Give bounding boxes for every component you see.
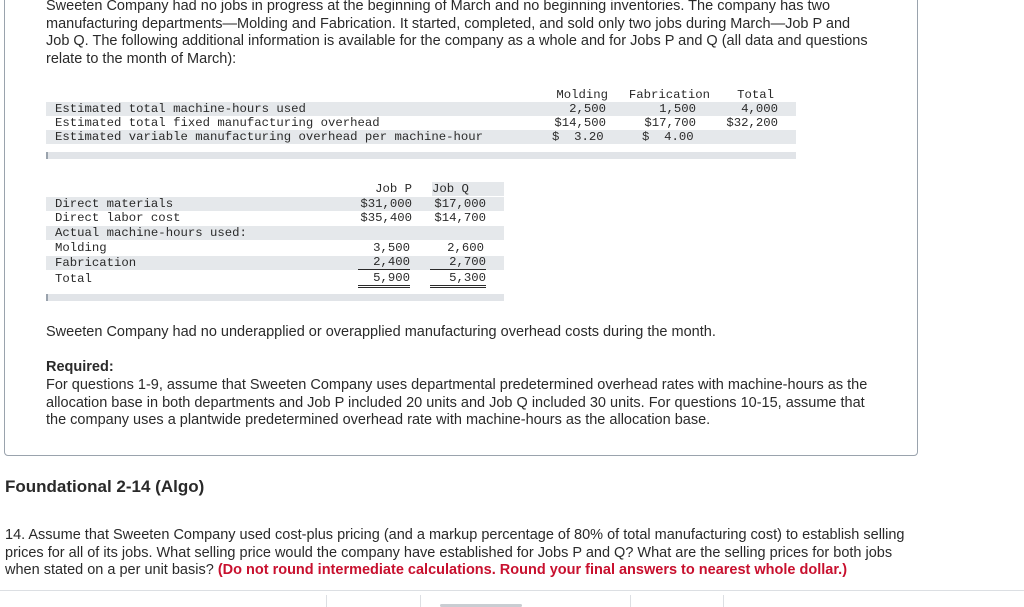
answer-table-strip	[0, 590, 1024, 607]
table-row: Direct labor cost $35,400 $14,700	[55, 211, 486, 225]
column-divider	[723, 595, 724, 607]
col-header-fabrication: Fabrication	[628, 88, 710, 102]
department-overhead-table	[46, 88, 796, 160]
problem-intro: Sweeten Company had no jobs in progress at the beginning of March and no beginning inventories. The company has two manufacturing departments—Molding and Fabrication. It started, completed, and sold only two jobs during March—Job P and Job Q. The following additional information is available for the company as a whole and for Jobs P and Q (all data and questions relate to the month of March):	[46, 0, 868, 67]
table-header-row	[46, 88, 796, 102]
required-label: Required:	[46, 359, 114, 375]
required-text: For questions 1-9, assume that Sweeten Company uses departmental predetermined overhead rates with machine-hours as the allocation base in both departments and Job P included 20 units and Job Q included 30 units. For questions 10-15, assume that the company uses a plantwide predetermined overhead rate with machine-hours as the allocation base.	[46, 377, 868, 429]
overhead-note: Sweeten Company had no underapplied or overapplied manufacturing overhead costs during the month.	[46, 324, 716, 340]
table-footer-bar	[46, 294, 504, 301]
column-divider	[420, 595, 421, 607]
col-header-molding: Molding	[556, 88, 608, 102]
table-row: Estimated total machine-hours used 2,500 1,500 4,000	[46, 102, 796, 116]
table-footer-bar	[46, 152, 796, 159]
table-row: Direct materials $31,000 $17,000	[46, 197, 504, 211]
question-text: 14. Assume that Sweeten Company used cost-plus pricing (and a markup percentage of 80% of total manufacturing cost) to establish selling prices for all of its jobs. What selling price would the company have established for Jobs P and Q? What are the selling prices for both jobs when stated on a per unit basis? (Do not round intermediate calculations. Round your final answers to nearest whole dollar.)	[5, 527, 905, 579]
table-row: Fabrication 2,400 2,700	[46, 256, 504, 270]
section-title: Foundational 2-14 (Algo)	[5, 477, 205, 496]
table-row: Estimated variable manufacturing overhead per machine-hour $ 3.20 $ 4.00	[46, 130, 796, 144]
table-row: Total 5,900 5,300	[55, 271, 486, 286]
col-header-job-p: Job P	[375, 182, 412, 196]
col-header-job-q: Job Q	[432, 182, 504, 196]
column-divider	[326, 595, 327, 607]
table-header-row	[46, 182, 504, 196]
job-cost-table	[46, 182, 504, 302]
question-instruction: (Do not round intermediate calculations. Round your final answers to nearest whole dollar.)	[217, 562, 848, 579]
col-header-total: Total	[737, 88, 774, 102]
table-row: Actual machine-hours used:	[46, 226, 504, 240]
column-divider	[630, 595, 631, 607]
table-row: Molding 3,500 2,600	[55, 241, 484, 255]
table-row: Estimated total fixed manufacturing overhead $14,500 $17,700 $32,200	[55, 116, 778, 130]
